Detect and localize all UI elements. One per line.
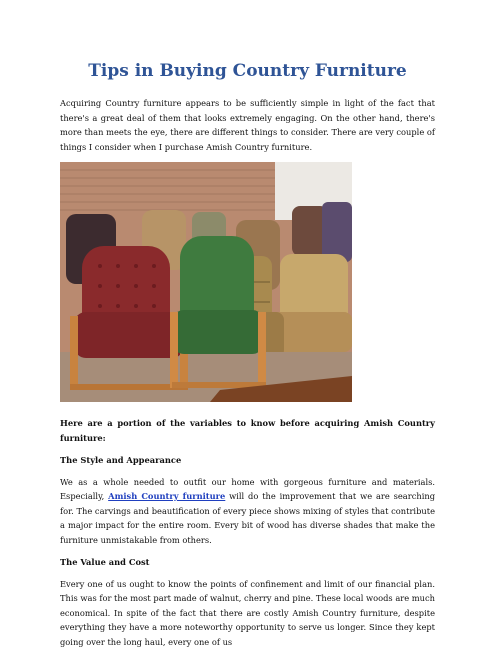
page-title: Tips in Buying Country Furniture [60, 0, 435, 82]
amish-furniture-link[interactable]: Amish Country furniture [108, 491, 225, 501]
furniture-showroom-photo [60, 162, 352, 402]
section-text-after-link: will do the improvement that we are searching for. The carvings and beautification of every piece shows mixing of styles that contribute a major impact for the entire room. Every bit of wood has diverse shades that make the furniture unmistakable from others. [60, 491, 435, 545]
section-body-value: Every one of us ought to know the points of confinement and limit of our financial plan. This was for the most part made of walnut, cherry and pine. These local woods are much economical. In spite of the fact that there are costly Amish Country furniture, despite everything they have a more noteworthy opportunity to serve us longer. Since they kept going over the long haul, every one of us [60, 577, 435, 649]
section-text-before-link: We as a whole needed to outfit our home with gorgeous furniture and materials. Especially, [60, 477, 435, 502]
section-heading-style: The Style and Appearance [60, 453, 435, 468]
section-heading-value: The Value and Cost [60, 555, 435, 570]
intro-paragraph: Acquiring Country furniture appears to be sufficiently simple in light of the fact that there's a great deal of them that looks extremely engaging. On the other hand, there's more than meets the eye, there are different things to consider. There are very couple of things I consider when I purchase Amish Country furniture. [60, 96, 435, 154]
intro-lead: Here are a portion of the variables to know before acquiring Amish Country furniture: [60, 416, 435, 445]
section-body-style [60, 475, 435, 548]
